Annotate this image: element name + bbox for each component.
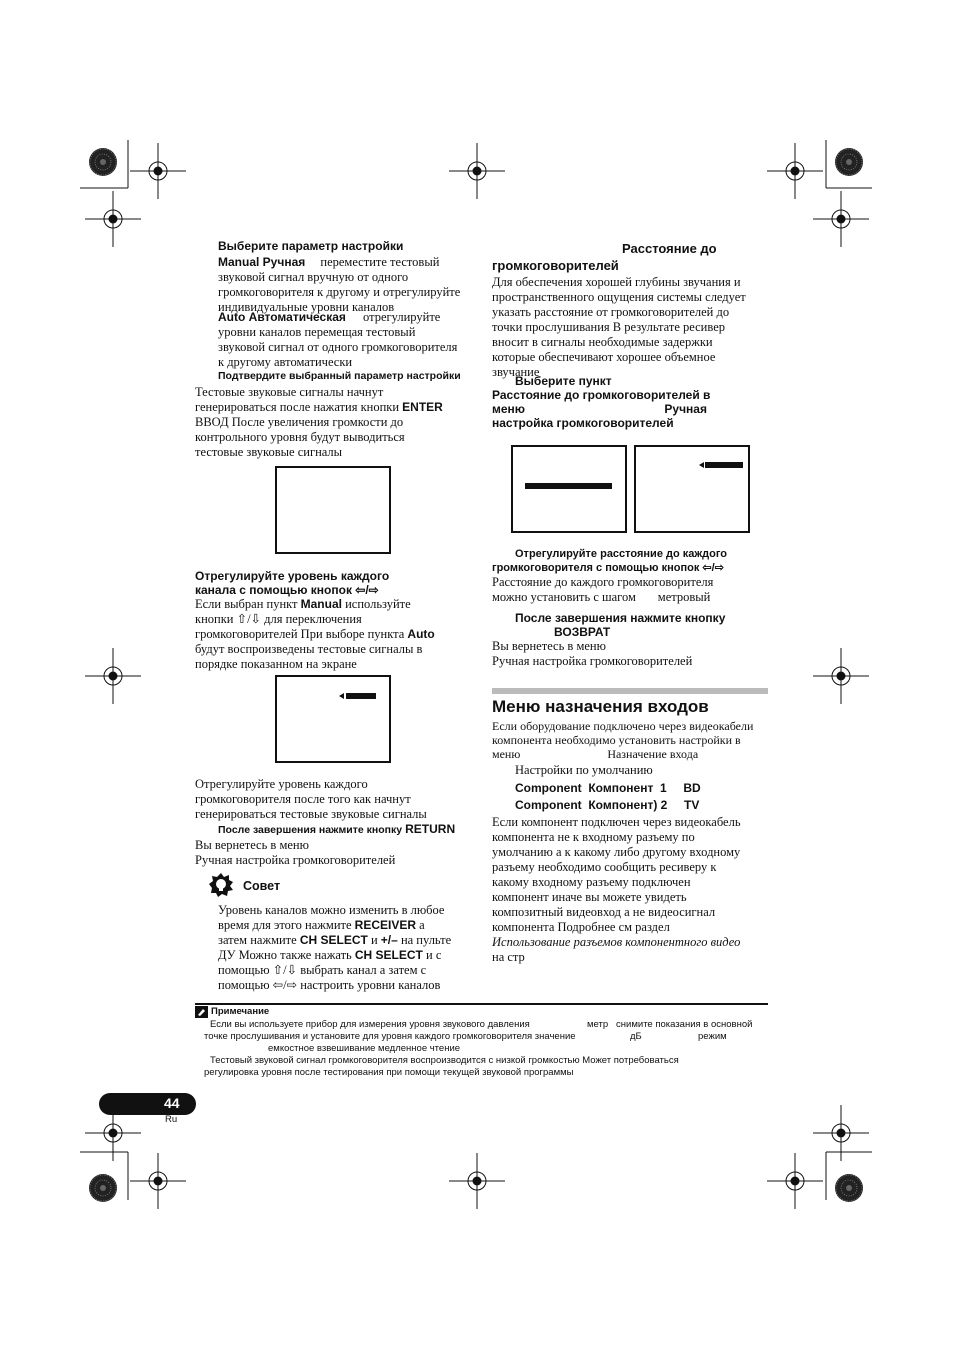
auto-label: Auto Автоматическая [218, 310, 346, 324]
distance-line: звучание [492, 365, 540, 379]
note-divider [195, 1003, 768, 1005]
note-line-4: Тестовый звуковой сигнал громкоговорителя воспроизводится с низкой громкостью Может потребоваться [210, 1055, 679, 1066]
note-line-2b: дБ [630, 1031, 642, 1042]
tip-line: Уровень каналов можно изменить в любое [218, 903, 445, 917]
distance-adjust-text [492, 575, 777, 605]
distance-line: точки прослушивания В результате ресивер [492, 320, 725, 334]
auto-ref: Auto [407, 627, 435, 641]
manual-text: звуковой сигнал вручную от одного [218, 270, 409, 284]
step-select-item [492, 374, 777, 430]
manual-option [218, 255, 478, 315]
distance-bar [705, 462, 743, 468]
step-return-text: После завершения нажмите кнопку [218, 824, 403, 836]
confirm-line: контрольного уровня будут выводиться [195, 430, 405, 444]
tip-line: а [416, 918, 425, 932]
manual-label: Manual Ручная [218, 255, 306, 269]
manual-text: переместите тестовый [320, 255, 440, 269]
confirm-line: генерироваться после нажатия кнопки [195, 400, 400, 414]
enter-key-label: ENTER [402, 400, 443, 414]
page-number-tab [99, 1093, 196, 1115]
plus-minus-key-label: +/– [380, 933, 398, 947]
screen-illustration-1 [275, 466, 391, 554]
body-line: Если компонент подключен через видеокабель [492, 815, 741, 829]
language-code: Ru [165, 1114, 178, 1125]
default-component-2: Component Компонент) 2 TV [515, 798, 700, 812]
intro-line: Если оборудование подключено через видеокабели [492, 719, 754, 733]
screen-illustration-3 [511, 445, 627, 533]
note-line-2a: точке прослушивания и установите для уровня каждого громкоговорителя значение [204, 1031, 576, 1042]
defaults-label: Настройки по умолчанию [515, 763, 653, 777]
auto-text: звуковой сигнал от одного громкоговорителя [218, 340, 458, 354]
distance-line: указать расстояние от громкоговорителей до [492, 305, 730, 319]
return-text [195, 838, 475, 868]
page-number: 44 [164, 1095, 180, 1111]
step-line: Расстояние до громкоговорителей в [492, 388, 711, 402]
receiver-key-label: RECEIVER [354, 918, 417, 932]
step-line: Выберите пункт [515, 374, 612, 388]
cross-reference-link: Использование разъемов компонентного видео [492, 935, 741, 949]
step-select-parameter: Выберите параметр настройки [218, 239, 404, 253]
tip-line: помощью ⇧/⇩ выбрать канал а затем с [218, 963, 427, 977]
screen-illustration-2 [275, 675, 391, 763]
manual-text: громкоговорителя к другому и отрегулируйте [218, 285, 461, 299]
note-line-1b: метр снимите показания в основной [587, 1019, 753, 1030]
adjust-line: Расстояние до каждого громкоговорителя [492, 575, 714, 589]
step-line: Отрегулируйте расстояние до каждого [515, 548, 728, 560]
step-adjust-line: канала с помощью кнопок ⇦/⇨ [195, 583, 379, 597]
adjust-line: порядке показанном на экране [195, 657, 357, 671]
adjust-line: можно установить с шагом метровый [492, 590, 711, 604]
intro-line: Назначение входа [607, 747, 699, 761]
body-line: композитный видеовход а не видеосигнал [492, 905, 716, 919]
note-line-1a: Если вы используете прибор для измерения уровня звукового давления [210, 1019, 530, 1030]
note-line-3: емкостное взвешивание медленное чтение [268, 1043, 461, 1054]
step-line: Ручная [664, 402, 707, 416]
step-line: После завершения нажмите кнопку [515, 611, 726, 625]
arrow-left-icon [699, 462, 704, 468]
step-confirm: Подтвердите выбранный параметр настройки [218, 370, 461, 382]
intro-line: меню [492, 747, 521, 761]
body-line: компонента не к входному разъему по [492, 830, 695, 844]
step-return-right [492, 611, 777, 639]
lightbulb-icon [208, 872, 234, 898]
heading-line: громкоговорителей [492, 258, 619, 273]
heading-speaker-distance [492, 240, 772, 274]
body-line: на стр [492, 950, 525, 964]
body-line: разъему необходимо сообщить ресиверу к [492, 860, 717, 874]
tip-line: помощью ⇦/⇨ настроить уровни каналов [218, 978, 441, 992]
confirm-line: ВВОД После увеличения громкости до [195, 415, 404, 429]
tip-title: Совет [243, 879, 281, 893]
body-line: какому входному разъему подключен [492, 875, 691, 889]
tip-line: и с [426, 948, 442, 962]
distance-line: пространственного ощущения системы следует [492, 290, 746, 304]
section-title: Меню назначения входов [492, 697, 709, 716]
note-icon [195, 1006, 208, 1018]
return-key-label: RETURN [405, 822, 456, 836]
arrow-left-icon [339, 693, 344, 699]
manual-text: индивидуальные уровни каналов [218, 300, 395, 314]
distance-line: Для обеспечения хорошей глубины звучания и [492, 275, 741, 289]
tip-line: на пульте [400, 933, 452, 947]
adjust-line: кнопки ⇧/⇩ для переключения [195, 612, 362, 626]
intro-line: компонента необходимо установить настройки в [492, 733, 741, 747]
adjust-text [195, 597, 475, 672]
step-adjust-distance [492, 547, 782, 575]
return-line: Вы вернетесь в меню [492, 639, 606, 653]
distance-line: вносит в сигналы необходимые задержки [492, 335, 713, 349]
step-line: громкоговорителя с помощью кнопок ⇦/⇨ [492, 562, 724, 574]
step-line: ВОЗВРАТ [554, 625, 611, 639]
body-line: умолчанию а к какому либо другому входному [492, 845, 741, 859]
after-screen-text [195, 777, 475, 822]
section-intro [492, 719, 777, 761]
adjust-line: будут воспроизведены тестовые сигналы в [195, 642, 423, 656]
auto-text: к другому автоматически [218, 355, 353, 369]
note-line-5: регулировка уровня после тестирования при помощи текущей звуковой программы [204, 1067, 574, 1078]
tip-line: ДУ Можно также нажать [218, 948, 352, 962]
confirm-line: тестовые звуковые сигналы [195, 445, 343, 459]
after-screen-line: генерироваться тестовые звуковые сигналы [195, 807, 427, 821]
confirm-text [195, 385, 475, 460]
after-screen-line: Отрегулируйте уровень каждого [195, 777, 368, 791]
step-adjust-line: Отрегулируйте уровень каждого [195, 569, 390, 583]
ch-select-key-label: CH SELECT [354, 948, 423, 962]
section-divider [492, 688, 768, 694]
default-component-1: Component Компонент 1 BD [515, 781, 701, 795]
auto-text: отрегулируйте [363, 310, 441, 324]
screen-illustration-4 [634, 445, 750, 533]
adjust-line: используйте [345, 597, 411, 611]
body-line: компонент иначе вы можете увидеть [492, 890, 687, 904]
distance-text [492, 275, 777, 380]
distance-line: которые обеспечивают хорошее объемное [492, 350, 716, 364]
tip-text [218, 903, 478, 993]
note-title: Примечание [211, 1006, 270, 1017]
return-line: Вы вернетесь в меню [195, 838, 309, 852]
manual-ref: Manual [300, 597, 342, 611]
highlight-bar [525, 483, 612, 489]
heading-line: Расстояние до [622, 241, 717, 256]
after-screen-line: громкоговорителя после того как начнут [195, 792, 411, 806]
return-line: Ручная настройка громкоговорителей [492, 654, 693, 668]
step-adjust-level [195, 569, 389, 597]
confirm-line: Тестовые звуковые сигналы начнут [195, 385, 384, 399]
auto-text: уровни каналов перемещая тестовый [218, 325, 416, 339]
tip-line: время для этого нажмите [218, 918, 352, 932]
return-text-right [492, 639, 777, 669]
component-body-text [492, 815, 777, 965]
tip-line: затем нажмите [218, 933, 297, 947]
step-line: меню [492, 402, 526, 416]
note-line-2c: режим [698, 1031, 727, 1042]
tip-line: и [370, 933, 378, 947]
level-bar [346, 693, 376, 699]
return-line: Ручная настройка громкоговорителей [195, 853, 396, 867]
step-return [218, 822, 455, 837]
body-line: компонента Подробнее см раздел [492, 920, 670, 934]
auto-option [218, 310, 478, 370]
adjust-line: громкоговорителей При выборе пункта [195, 627, 405, 641]
adjust-line: Если выбран пункт [195, 597, 298, 611]
step-line: настройка громкоговорителей [492, 416, 674, 430]
ch-select-key-label: CH SELECT [299, 933, 368, 947]
